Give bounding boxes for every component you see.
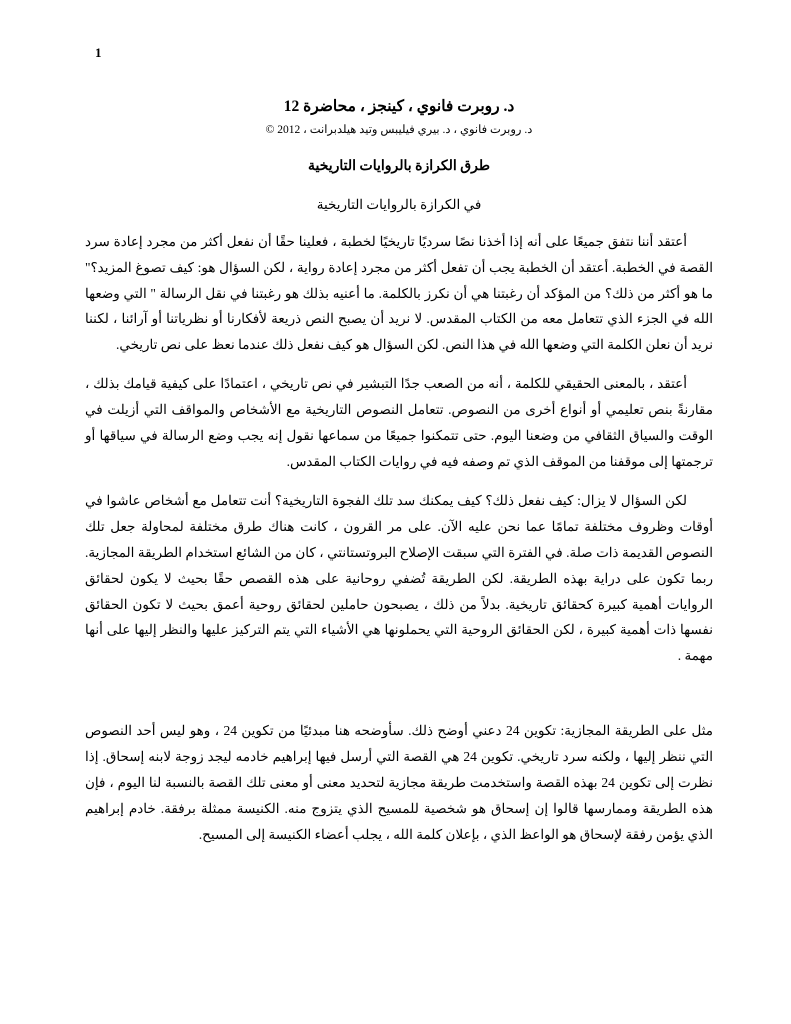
copyright-line: د. روبرت فانوي ، د. بيري فيليبس وتيد هيلدبرانت ، 2012 © [265, 124, 533, 137]
page-number: 1 [95, 45, 102, 60]
paragraph-spacer [85, 682, 713, 692]
section-heading: في الكرازة بالروايات التاريخية [316, 196, 482, 212]
paragraph-3: لكن السؤال لا يزال: كيف نفعل ذلك؟ كيف يمكنك سد تلك الفجوة التاريخية؟ أنت تتعامل مع أشخاص عاشوا في أوقات وظروف مختلفة تمامًا عما نحن عليه الآن. على مر القرون ، كانت هناك طرق مختلفة لمحاولة جعل تلك النصوص القديمة ذات صلة. في الفترة التي سبقت الإصلاح البروتستانتي ، كان من الشائع استخدام الطريقة المجازية. ربما تكون على دراية بهذه الطريقة. لكن الطريقة تُضفي روحانية على هذه القصص حقًا بحيث لا يكون لحقائق الروايات أهمية كبيرة كحقائق تاريخية. بدلاً من ذلك ، يصبحون حاملين لحقائق روحية أعمق بحيث لا تكون الحقائق نفسها ذات أهمية كبيرة ، لكن الحقائق الروحية التي يحملونها هي الأشياء التي يتم التركيز عليها والنظر إليها على أنها مهمة . [85, 492, 713, 664]
document-body [85, 95, 713, 848]
paragraph-2: أعتقد ، بالمعنى الحقيقي للكلمة ، أنه من الصعب جدًا التبشير في نص تاريخي ، اعتمادًا على كيفية قيامك بذلك ، مقارنةً بنص تعليمي أو أنواع أخرى من النصوص. تتعامل النصوص التاريخية مع الأشخاص والمواقف التي أزيلت في الوقت والسياق الثقافي من وضعنا اليوم. حتى تتمكنوا جميعًا من سماعها نقول إنه يجب وضع الرسالة في سياقها أو ترجمتها إلى موقفنا من الموقف الذي تم وصفه فيه في روايات الكتاب المقدس. [85, 376, 713, 469]
paragraph-4: مثل على الطريقة المجازية: تكوين 24 دعني أوضح ذلك. سأوضحه هنا مبدئيًا من تكوين 24 ، وهو ليس أحد النصوص التي ننظر إليها ، ولكنه سرد تاريخي. تكوين 24 هي القصة التي أرسل فيها إبراهيم خادمه ليجد زوجة لابنه إسحاق. إذا نظرت إلى تكوين 24 بهذه القصة واستخدمت طريقة مجازية لتحديد معنى أو معنى تلك القصة بالنسبة لنا اليوم ، فإن هذه الطريقة وممارسها قالوا إن إسحاق هو شخصية للمسيح الذي يتزوج منه. الكنيسة ممثلة برفقة. خادم إبراهيم الذي يؤمن رفقة لإسحاق هو الواعظ الذي ، بإعلان كلمة الله ، يجلب أعضاء الكنيسة إلى المسيح. [85, 723, 714, 842]
document-title: د. روبرت فانوي ، كينجز ، محاضرة 12 [283, 98, 515, 115]
paragraph-1: أعتقد أننا نتفق جميعًا على أنه إذا أخذنا نصًا سرديًا تاريخيًا لخطبة ، فعلينا حقًا أن نفعل أكثر من مجرد إعادة سرد القصة في الخطبة. أعتقد أن الخطبة يجب أن تفعل أكثر من مجرد إعادة رواية ، لكن السؤال هو: كيف تصوغ المزيد؟" ما هو أكثر من ذلك؟ من المؤكد أن رغبتنا هي أن نكرز بالكلمة. ما أعنيه بذلك هو رغبتنا في نقل الرسالة " التي وضعها الله في الجزء الذي تتعامل معه من الكتاب المقدس. لا نريد أن يصبح النص ذريعة لأفكارنا أو نظرياتنا أو آرائنا ، لكننا نريد أن نعلن الكلمة التي وضعها الله في هذا النص. لكن السؤال هو كيف نفعل ذلك عندما نعظ على نص تاريخي. [85, 233, 713, 353]
document-subtitle: طرق الكرازة بالروايات التاريخية [307, 158, 491, 174]
